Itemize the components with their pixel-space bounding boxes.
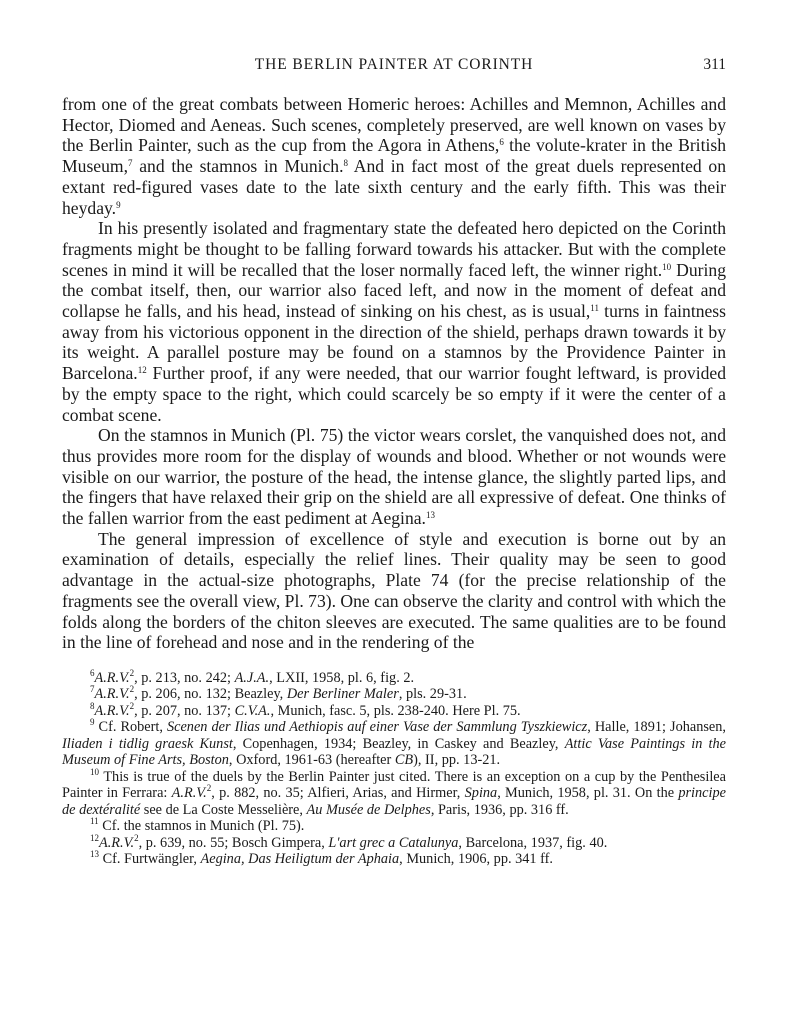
footnote-ref: 13	[425, 510, 435, 521]
footnote-ref: 8	[90, 700, 95, 711]
text-run: , p. 639, no. 55; Bosch Gimpera,	[138, 834, 329, 851]
text-run: turns in faintness away from his victorious opponent in the direction of the shield, perhaps drawn towards it by its weight. A parallel posture may be found on a stamnos by the Providence Painter in Barcelona.	[62, 301, 727, 384]
footnote-ref: 11	[590, 303, 599, 314]
footnote-ref: 6	[499, 137, 504, 148]
text-run: During the combat itself, then, our warrior also faced left, and now in the moment of defeat and collapse he falls, and his head, instead of sinking on his chest, as is usual,	[62, 259, 726, 322]
italic-text: Spina	[464, 785, 498, 802]
italic-text: principe de dextéralité	[62, 785, 726, 818]
italic-text: A.R.V.	[171, 785, 207, 802]
text-run: , Copenhagen, 1934; Beazley, in Caskey and Beazley,	[232, 735, 565, 752]
running-title: THE BERLIN PAINTER AT CORINTH	[254, 56, 534, 73]
footnote-ref: 7	[127, 158, 133, 169]
footnote	[62, 719, 726, 769]
footnote	[62, 832, 726, 852]
italic-text: Attic Vase Paintings in the Museum of Fine Arts, Boston	[62, 735, 726, 769]
footnote	[62, 766, 726, 819]
text-run: the volute-krater in the British Museum,	[62, 135, 726, 177]
footnote-ref: 2	[129, 700, 135, 711]
text-run: , Halle, 1891; Johansen,	[587, 719, 726, 736]
italic-text: C.V.A.	[234, 702, 271, 719]
italic-text: Scenen der Ilias und Aethiopis auf einer Vase der Sammlung Tyszkiewicz	[166, 719, 588, 736]
footnote-ref: 10	[662, 261, 672, 272]
footnote-ref: 11	[90, 816, 99, 827]
text-run: , p. 207, no. 137;	[134, 702, 235, 719]
text-run: , Oxford, 1961-63 (hereafter	[228, 752, 395, 769]
footnotes	[62, 667, 726, 868]
body-paragraph	[62, 425, 726, 529]
text-run: , Paris, 1936, pp. 316 ff.	[430, 801, 569, 818]
italic-text: Au Musée de Delphes	[306, 801, 431, 818]
footnote-ref: 2	[129, 667, 135, 678]
italic-text: Der Berliner Maler	[286, 686, 399, 703]
text-run: , p. 882, no. 35; Alfieri, Arias, and Hirmer,	[211, 785, 465, 802]
running-header	[62, 56, 726, 80]
text-run: Cf. the stamnos in Munich (Pl. 75).	[98, 818, 305, 835]
footnote	[62, 818, 726, 835]
footnote	[62, 667, 726, 687]
footnote-ref: 2	[129, 684, 135, 695]
footnote-ref: 12	[90, 832, 99, 843]
text-run: see de La Coste Messelière,	[140, 801, 307, 818]
text-run: from one of the great combats between Homeric heroes: Achilles and Memnon, Achilles and Hector, Diomed and Aeneas. Such scenes, completely preserved, are well known on vases by the Berlin Painter, such as the cup from the Agora in Athens,	[62, 94, 726, 156]
text-run: Cf. Furtwängler,	[99, 851, 201, 868]
text-run: On the stamnos in Munich (Pl. 75) the victor wears corslet, the vanquished does not, and thus provides more room for the display of wounds and blood. Whether or not wounds were visible on our warrior, the posture of the head, the intense glance, the slightly parted lips, and the fingers that have relaxed their grip on the shield are all expressive of defeat. One thinks of the fallen warrior from the east pediment at Aegina.	[62, 425, 726, 529]
italic-text: Aegina, Das Heiligtum der Aphaia	[200, 851, 400, 868]
italic-text: CB	[394, 752, 414, 769]
footnote	[62, 700, 726, 720]
italic-text: A.R.V.	[99, 834, 135, 851]
text-run: , pls. 29-31.	[398, 686, 467, 703]
text-run: In his presently isolated and fragmentary state the defeated hero depicted on the Corinth fragments might be thought to be falling forward towards his attacker. But with the complete scenes in mind it will be recalled that the loser normally faced left, the winner right.	[62, 218, 726, 280]
text-run: , Munich, fasc. 5, pls. 238-240. Here Pl. 75.	[270, 702, 521, 719]
footnote-ref: 10	[90, 766, 99, 777]
body-paragraph	[62, 529, 726, 653]
text-run: , p. 213, no. 242;	[134, 669, 235, 686]
body-paragraph	[62, 94, 726, 218]
body-paragraph	[62, 218, 726, 425]
italic-text: Iliaden i tidlig graesk Kunst	[62, 735, 233, 752]
text-run: , p. 206, no. 132; Beazley,	[134, 686, 287, 703]
footnote-ref: 12	[137, 365, 147, 376]
footnote-ref: 8	[343, 158, 349, 169]
text-run: , Barcelona, 1937, fig. 40.	[458, 834, 608, 851]
text-run: And in fact most of the great duels represented on extant red-figured vases date to the late sixth century and the early fifth. This was their heyday.	[62, 156, 727, 218]
footnote-ref: 7	[90, 684, 95, 695]
italic-text: L'art grec a Catalunya	[328, 834, 459, 851]
italic-text: A.R.V.	[94, 686, 130, 703]
footnote	[62, 851, 726, 868]
text-run: , Munich, 1906, pp. 341 ff.	[399, 851, 553, 868]
text-run: Cf. Robert,	[94, 719, 167, 736]
text-run: , LXII, 1958, pl. 6, fig. 2.	[269, 669, 415, 686]
footnote-ref: 2	[206, 783, 212, 794]
footnote-ref: 9	[116, 199, 121, 210]
text-run: The general impression of excellence of style and execution is borne out by an examination of details, especially the relief lines. Their quality may be seen to good advantage in the actual-size photographs, Plate 74 (for the precise relationship of the fragments see the overall view, Pl. 73). One can observe the clarity and control with which the folds along the borders of the chiton sleeves are executed. The same qualities are to be found in the line of forehead and nose and in the rendering of the	[62, 528, 726, 653]
footnote	[62, 686, 726, 703]
footnote-ref: 13	[90, 849, 99, 860]
page-number: 311	[703, 56, 726, 73]
text-run: and the stamnos in Munich.	[132, 156, 344, 177]
body-text	[62, 94, 726, 653]
footnote-ref: 6	[90, 667, 95, 678]
text-run: Further proof, if any were needed, that our warrior fought leftward, is provided by the empty space to the right, which could scarcely be so empty if it were the center of a combat scene.	[62, 363, 726, 425]
text-run: , Munich, 1958, pl. 31. On the	[497, 785, 679, 802]
text-run: This is true of the duels by the Berlin Painter just cited. There is an exception on a cup by the Penthesilea Painter in Ferrara:	[62, 768, 726, 802]
text-run: ), II, pp. 13-21.	[413, 752, 501, 769]
italic-text: A.R.V.	[94, 702, 130, 719]
italic-text: A.R.V.	[94, 669, 130, 686]
footnote-ref: 2	[134, 832, 139, 843]
footnote-ref: 9	[90, 717, 95, 728]
page	[62, 56, 726, 868]
italic-text: A.J.A.	[234, 669, 270, 686]
